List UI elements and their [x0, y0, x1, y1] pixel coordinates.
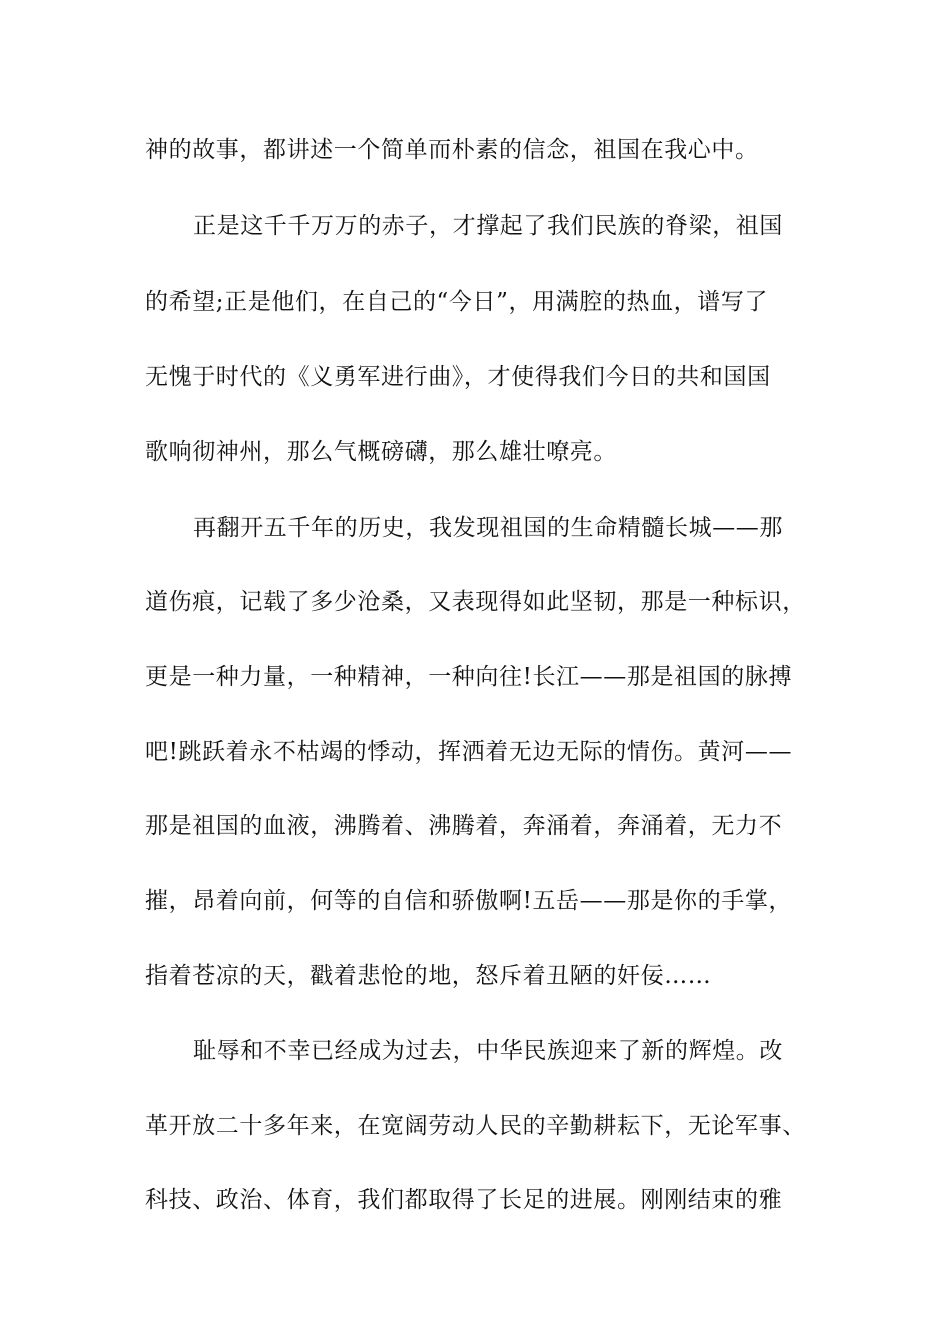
- text-line: 更是一种力量，一种精神，一种向往!长江——那是祖国的脉搏: [145, 664, 793, 690]
- text-line: 道伤痕，记载了多少沧桑，又表现得如此坚韧，那是一种标识，: [145, 589, 806, 615]
- text-line: 歌响彻神州，那么气概磅礴，那么雄壮嘹亮。: [145, 439, 617, 465]
- text-line: 科技、政治、体育，我们都取得了长足的进展。刚刚结束的雅: [145, 1187, 783, 1213]
- text-line: 神的故事，都讲述一个简单而朴素的信念，祖国在我心中。: [145, 137, 759, 163]
- text-line: 革开放二十多年来，在宽阔劳动人民的辛勤耕耘下，无论军事、: [145, 1113, 806, 1139]
- text-line: 摧，昂着向前，何等的自信和骄傲啊!五岳——那是你的手掌，: [145, 888, 793, 914]
- text-line: 指着苍凉的天，戳着悲怆的地，怒斥着丑陋的奸佞……: [145, 963, 712, 989]
- paragraph-start-line: 正是这千千万万的赤子，才撑起了我们民族的脊梁，祖国: [193, 213, 783, 239]
- text-line: 无愧于时代的《义勇军进行曲》，才使得我们今日的共和国国: [145, 364, 771, 390]
- paragraph-start-line: 耻辱和不幸已经成为过去，中华民族迎来了新的辉煌。改: [193, 1038, 783, 1064]
- text-line: 的希望;正是他们，在自己的“今日”，用满腔的热血，谱写了: [145, 289, 769, 315]
- paragraph-start-line: 再翻开五千年的历史，我发现祖国的生命精髓长城——那: [193, 515, 783, 541]
- text-line: 那是祖国的血液，沸腾着、沸腾着，奔涌着，奔涌着，无力不: [145, 813, 783, 839]
- text-line: 吧!跳跃着永不枯竭的悸动，挥洒着无边无际的情伤。黄河——: [145, 739, 793, 765]
